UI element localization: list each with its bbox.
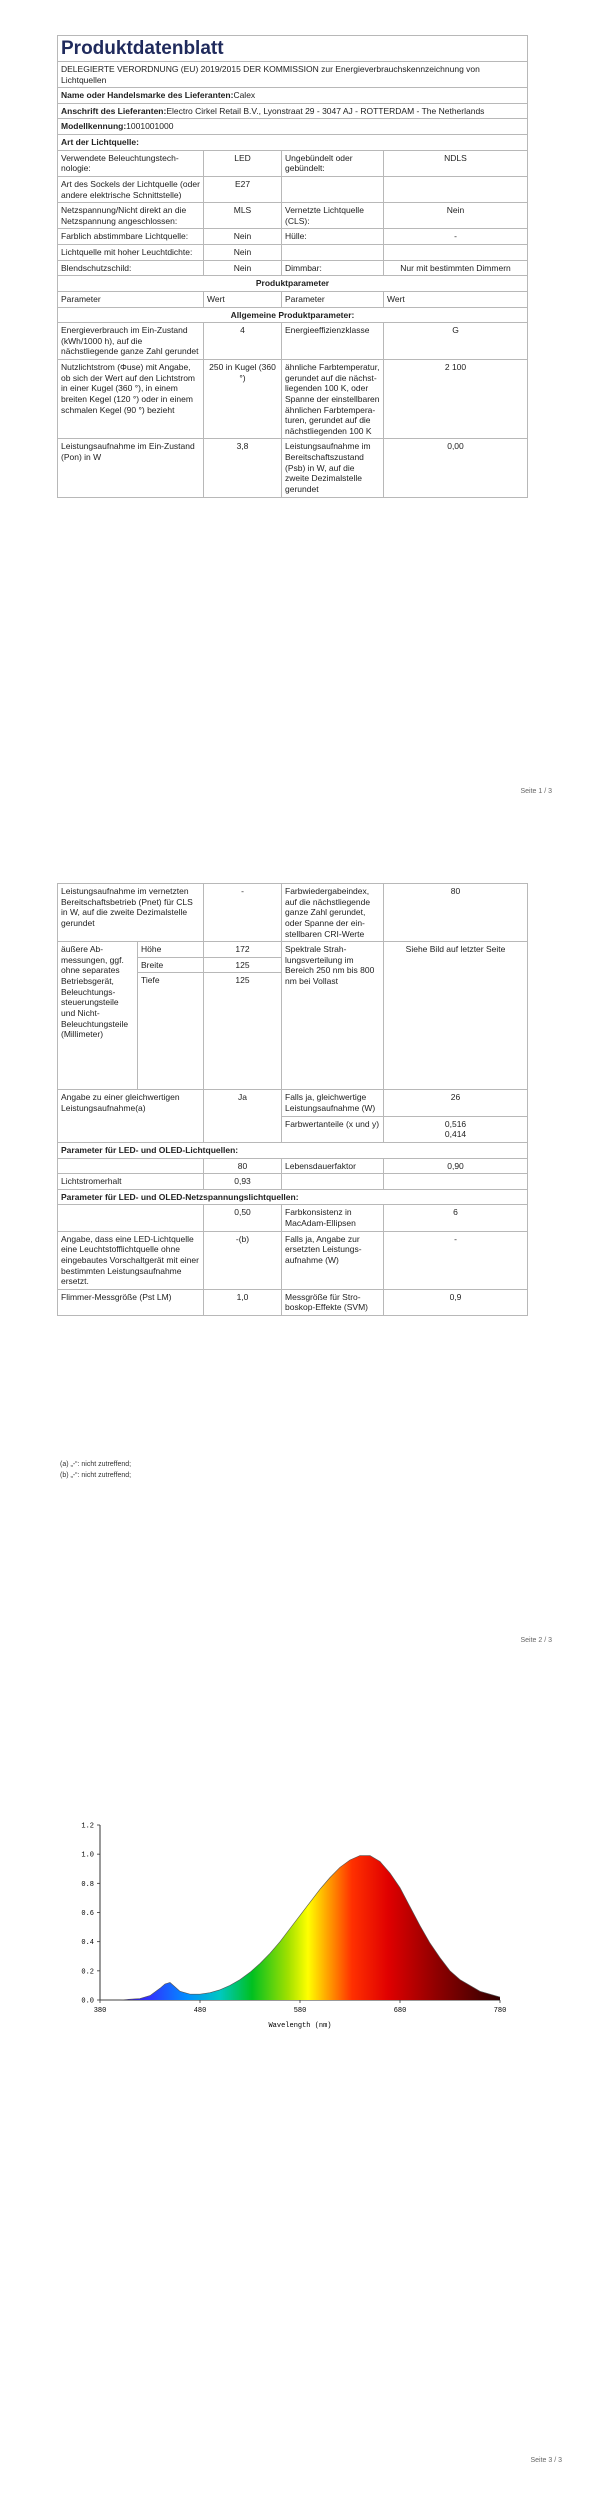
param-value: Ja — [204, 1090, 282, 1143]
param-label: Angabe zu einer gleichwertigen Leistungsaufnahme(a) — [58, 1090, 204, 1143]
x-tick-label: 380 — [93, 2007, 107, 2015]
spectral-distribution-chart — [0, 1805, 602, 2035]
param-value: -(b) — [204, 1231, 282, 1289]
param-value: NDLS — [384, 150, 528, 176]
param-label: Farbwiedergabeindex, auf die nächstliegende ganze Zahl gerundet, oder Spanne der einstellbaren CRI-Werte — [282, 884, 384, 942]
spectrum-area — [100, 1856, 500, 2000]
param-label: Leistungsaufnahme im vernetzten Bereitschaftsbetrieb (Pnet) für CLS in W, auf die zweite Dezimalstelle gerundet — [58, 884, 204, 942]
product-params-heading: Produktparameter — [58, 276, 528, 292]
param-value: 0,50 — [204, 1205, 282, 1231]
model-row — [58, 119, 528, 135]
column-header: Wert — [204, 291, 282, 307]
param-value: 4 — [204, 323, 282, 360]
y-tick-label: 1.0 — [81, 1851, 94, 1860]
param-value: - — [384, 1231, 528, 1289]
param-value: Nein — [204, 245, 282, 261]
dimension-value: 172 — [204, 942, 282, 958]
page-number: Seite 1 / 3 — [520, 788, 552, 795]
param-label: Energieverbrauch im Ein-Zustand (kWh/1000 h), auf die nächstliegende ganze Zahl gerundet — [58, 323, 204, 360]
param-label: Farbkonsistenz in MacAdam-Ellipsen — [282, 1205, 384, 1231]
param-label: Messgröße für Stroboskop-Effekte (SVM) — [282, 1289, 384, 1315]
param-label: Netzspannung/Nicht direkt an die Netzspannung angeschlossen: — [58, 203, 204, 229]
footnote-b: (b) „-“: nicht zutreffend; — [60, 1471, 132, 1479]
column-header: Parameter — [282, 291, 384, 307]
param-label — [282, 1174, 384, 1190]
param-value: 250 in Kugel (360 °) — [204, 360, 282, 439]
page-1 — [0, 0, 602, 820]
param-label: Art des Sockels der Lichtquelle (oder andere elektrische Schnittstelle) — [58, 176, 204, 202]
param-value: E27 — [204, 176, 282, 202]
page-number: Seite 3 / 3 — [530, 2457, 562, 2464]
general-params-heading: Allgemeine Produktparameter: — [58, 307, 528, 323]
param-value: 0,00 — [384, 439, 528, 497]
model-id: 1001001000 — [126, 121, 174, 132]
param-label: Flimmer-Messgröße (Pst LM) — [58, 1289, 204, 1315]
param-label: Energieeffizienzklasse — [282, 323, 384, 360]
param-value: 1,0 — [204, 1289, 282, 1315]
param-label: Blendschutzschild: — [58, 260, 204, 276]
param-label: Farbwertanteile (x und y) — [282, 1116, 384, 1142]
page-2 — [0, 820, 602, 1665]
dimensions-label: äußere Abmessungen, ggf. ohne separates Betriebsgerät, Beleuchtungssteuerungsteile und Nicht-Beleuchtungsteile (Millimeter) — [58, 942, 138, 1090]
param-value — [384, 1174, 528, 1190]
dimension-label: Höhe — [138, 942, 204, 958]
supplier-name-label: Name oder Handelsmarke des Lieferanten: — [61, 90, 234, 101]
page-number: Seite 2 / 3 — [520, 1637, 552, 1644]
x-tick-label: 680 — [393, 2007, 407, 2015]
param-label: Falls ja, gleichwertige Leistungsaufnahme (W) — [282, 1090, 384, 1116]
x-tick-label: 780 — [493, 2007, 507, 2015]
dimension-label: Breite — [138, 957, 204, 973]
param-label: Lichtquelle mit hoher Leuchtdichte: — [58, 245, 204, 261]
regulation-text: DELEGIERTE VERORDNUNG (EU) 2019/2015 DER KOMMISSION zur Energieverbrauchskennzeichnung von Lichtquellen — [58, 61, 528, 87]
param-label: Angabe, dass eine LED-Lichtquelle eine Leuchtstofflichtquelle ohne eingebautes Vorschaltgerät mit einer bestimmten Leistungsaufnahme ersetzt. — [58, 1231, 204, 1289]
param-value: - — [384, 229, 528, 245]
param-value: 80 — [204, 1158, 282, 1174]
model-label: Modellkennung: — [61, 121, 127, 132]
param-label: Hülle: — [282, 229, 384, 245]
param-value: G — [384, 323, 528, 360]
y-tick-label: 0.6 — [81, 1910, 94, 1918]
param-value: 3,8 — [204, 439, 282, 497]
led-params-heading: Parameter für LED- und OLED-Lichtquellen: — [58, 1142, 528, 1158]
param-label: Leistungsaufnahme im Bereitschaftszustand (Psb) in W, auf die zweite Dezimalstelle gerundet — [282, 439, 384, 497]
dimension-value: 125 — [204, 973, 282, 1090]
param-label: Vernetzte Lichtquelle (CLS): — [282, 203, 384, 229]
param-value: Siehe Bild auf letzter Seite — [384, 942, 528, 1090]
param-label — [58, 1158, 204, 1174]
param-label: Lebensdauerfaktor — [282, 1158, 384, 1174]
chroma-x: 0,516 — [444, 1118, 467, 1129]
x-tick-label: 580 — [293, 2007, 307, 2015]
param-value: 0,9 — [384, 1289, 528, 1315]
y-tick-label: 0.0 — [81, 1997, 94, 2006]
supplier-name-row — [58, 88, 528, 104]
param-label: Leistungsaufnahme im Ein-Zustand (Pon) in W — [58, 439, 204, 497]
param-value: MLS — [204, 203, 282, 229]
light-source-type-heading: Art der Lichtquelle: — [58, 135, 528, 151]
param-value: 26 — [384, 1090, 528, 1116]
column-header: Parameter — [58, 291, 204, 307]
param-value: 2 100 — [384, 360, 528, 439]
column-header: Wert — [384, 291, 528, 307]
param-value: Nur mit bestimmten Dimmern — [384, 260, 528, 276]
page-title: Produktdatenblatt — [58, 36, 528, 62]
param-label: Spektrale Strahlungsverteilung im Bereich 250 nm bis 800 nm bei Vollast — [282, 942, 384, 1090]
x-tick-label: 480 — [193, 2007, 207, 2015]
supplier-address: Electro Cirkel Retail B.V., Lyonstraat 29 - 3047 AJ - ROTTERDAM - The Netherlands — [166, 105, 485, 116]
param-value — [384, 245, 528, 261]
dimension-value: 125 — [204, 957, 282, 973]
mains-params-heading: Parameter für LED- und OLED-Netzspannungslichtquellen: — [58, 1189, 528, 1205]
param-value: Nein — [204, 260, 282, 276]
param-value — [384, 176, 528, 202]
param-label: Falls ja, Angabe zur ersetzten Leistungsaufnahme (W) — [282, 1231, 384, 1289]
param-value: Nein — [384, 203, 528, 229]
supplier-address-row — [58, 103, 528, 119]
supplier-address-label: Anschrift des Lieferanten: — [61, 105, 167, 116]
param-label: Lichtstromerhalt — [58, 1174, 204, 1190]
param-label: Ungebündelt oder gebündelt: — [282, 150, 384, 176]
supplier-name: Calex — [233, 90, 256, 101]
datasheet-table-1 — [57, 35, 528, 498]
x-axis-label: Wavelength (nm) — [268, 2022, 332, 2030]
param-label: ähnliche Farbtemperatur, gerundet auf die nächstliegenden 100 K, oder Spanne der einstellbaren ähnlichen Farbtemperaturen, gerundet auf die nächstliegenden 100 K — [282, 360, 384, 439]
param-value: 0,93 — [204, 1174, 282, 1190]
param-value — [384, 1116, 528, 1142]
page-3 — [0, 1665, 602, 2500]
param-label: Verwendete Beleuchtungstechnologie: — [58, 150, 204, 176]
param-label — [282, 176, 384, 202]
y-tick-label: 0.4 — [81, 1939, 94, 1948]
param-label: Dimmbar: — [282, 260, 384, 276]
y-tick-label: 0.2 — [81, 1968, 94, 1977]
param-label: Nutzlichtstrom (Φuse) mit Angabe, ob sich der Wert auf den Lichtstrom in einer Kugel (360 °), in einem breiten Kegel (120 °) oder in einem schmalen Kegel (90 °) bezieht — [58, 360, 204, 439]
y-tick-label: 1.2 — [81, 1822, 94, 1831]
footnote-a: (a) „-“: nicht zutreffend; — [60, 1461, 132, 1468]
param-label: Farblich abstimmbare Lichtquelle: — [58, 229, 204, 245]
param-value: Nein — [204, 229, 282, 245]
param-value: LED — [204, 150, 282, 176]
param-value: 80 — [384, 884, 528, 942]
param-value: 0,90 — [384, 1158, 528, 1174]
datasheet-table-2 — [57, 883, 528, 1316]
dimension-label: Tiefe — [138, 973, 204, 1090]
footnotes — [60, 1460, 131, 1482]
param-label — [282, 245, 384, 261]
param-value: - — [204, 884, 282, 942]
param-value: 6 — [384, 1205, 528, 1231]
param-label — [58, 1205, 204, 1231]
chroma-y: 0,414 — [444, 1129, 467, 1140]
y-tick-label: 0.8 — [81, 1880, 94, 1889]
